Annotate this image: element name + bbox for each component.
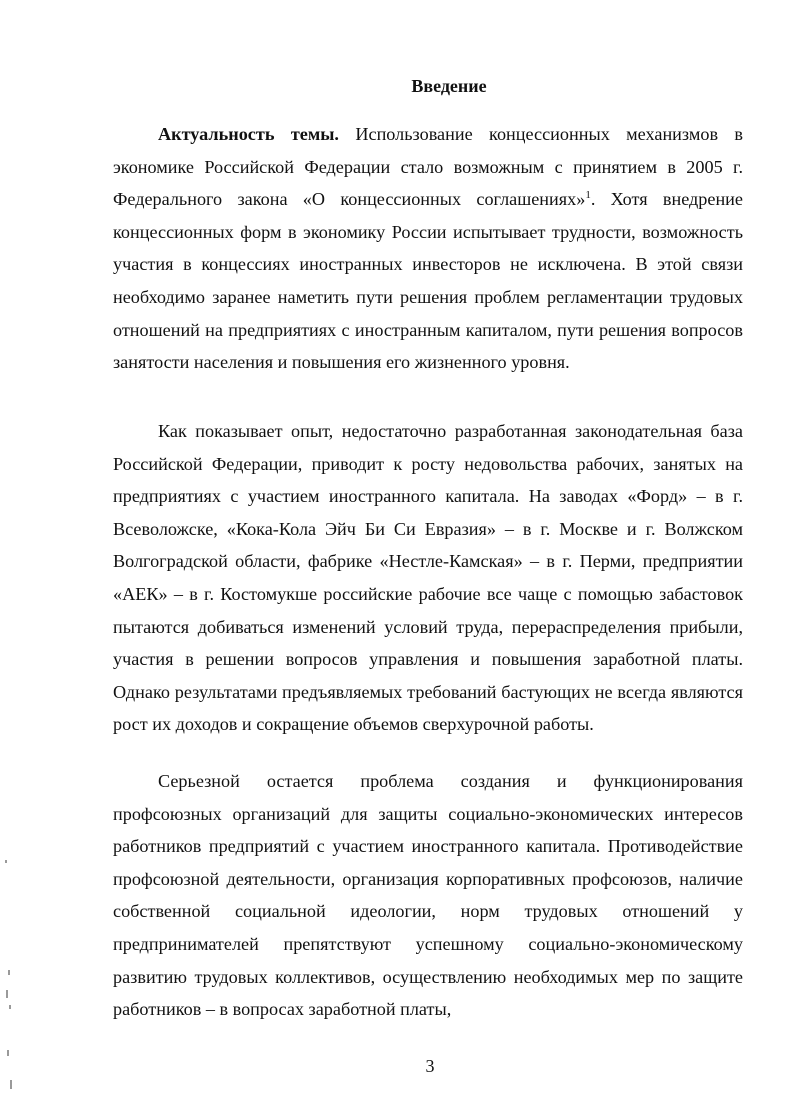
paragraph-relevance <box>113 118 743 379</box>
paragraph-trade-unions <box>113 765 743 1026</box>
paragraph-lead: Актуальность темы. <box>158 124 339 144</box>
paragraph-experience <box>113 415 743 741</box>
paragraph-text: . Хотя внедрение концессионных форм в экономику России испытывает трудности, возможность участия в концессиях иностранных инвесторов не исключена. В этой связи необходимо заранее наметить пути решения проблем регламентации трудовых отношений на предприятиях с иностранным капиталом, пути решения вопросов занятости населения и повышения его жизненного уровня. <box>113 189 743 373</box>
footnote-reference[interactable]: 1 <box>585 189 591 202</box>
section-heading: Введение <box>411 76 487 96</box>
paragraph-body: Как показывает опыт, недостаточно разработанная законодательная база Российской Федерации, приводит к росту недовольства рабочих, занятых на предприятиях с участием иностранного капитала. На заводах «Форд» – в г. Всеволожске, «Кока-Кола Эйч Би Си Евразия» – в г. Москве и г. Волжском Волгоградской области, фабрике «Нестле-Камская» – в г. Перми, предприятии «АЕК» – в г. Костомукше российские рабочие все чаще с помощью забастовок пытаются добиваться изменений условий труда, перераспределения прибыли, участия в решении вопросов управления и повышения заработной платы. Однако результатами предъявляемых требований бастующих не всегда являются рост их доходов и сокращение объемов сверхурочной работы. <box>113 421 743 735</box>
scan-edge-marks <box>0 840 14 1099</box>
paragraph-text: Использование концессионных механизмов в экономике Российской Федерации стало возможным с принятием в 2005 г. Федерального закона «О концессионных соглашениях» <box>113 124 744 210</box>
paragraph-body <box>113 118 743 379</box>
page-number: 3 <box>425 1056 435 1076</box>
paragraph-body: Серьезной остается проблема создания и функционирования профсоюзных организаций для защиты социально-экономических интересов работников предприятий с участием иностранного капитала. Противодействие профсоюзной деятельности, организация корпоративных профсоюзов, наличие собственной социальной идеологии, норм трудовых отношений у предпринимателей препятствуют успешному социально-экономическому развитию трудовых коллективов, осуществлению необходимых мер по защите работников – в вопросах заработной платы, <box>113 771 743 1020</box>
